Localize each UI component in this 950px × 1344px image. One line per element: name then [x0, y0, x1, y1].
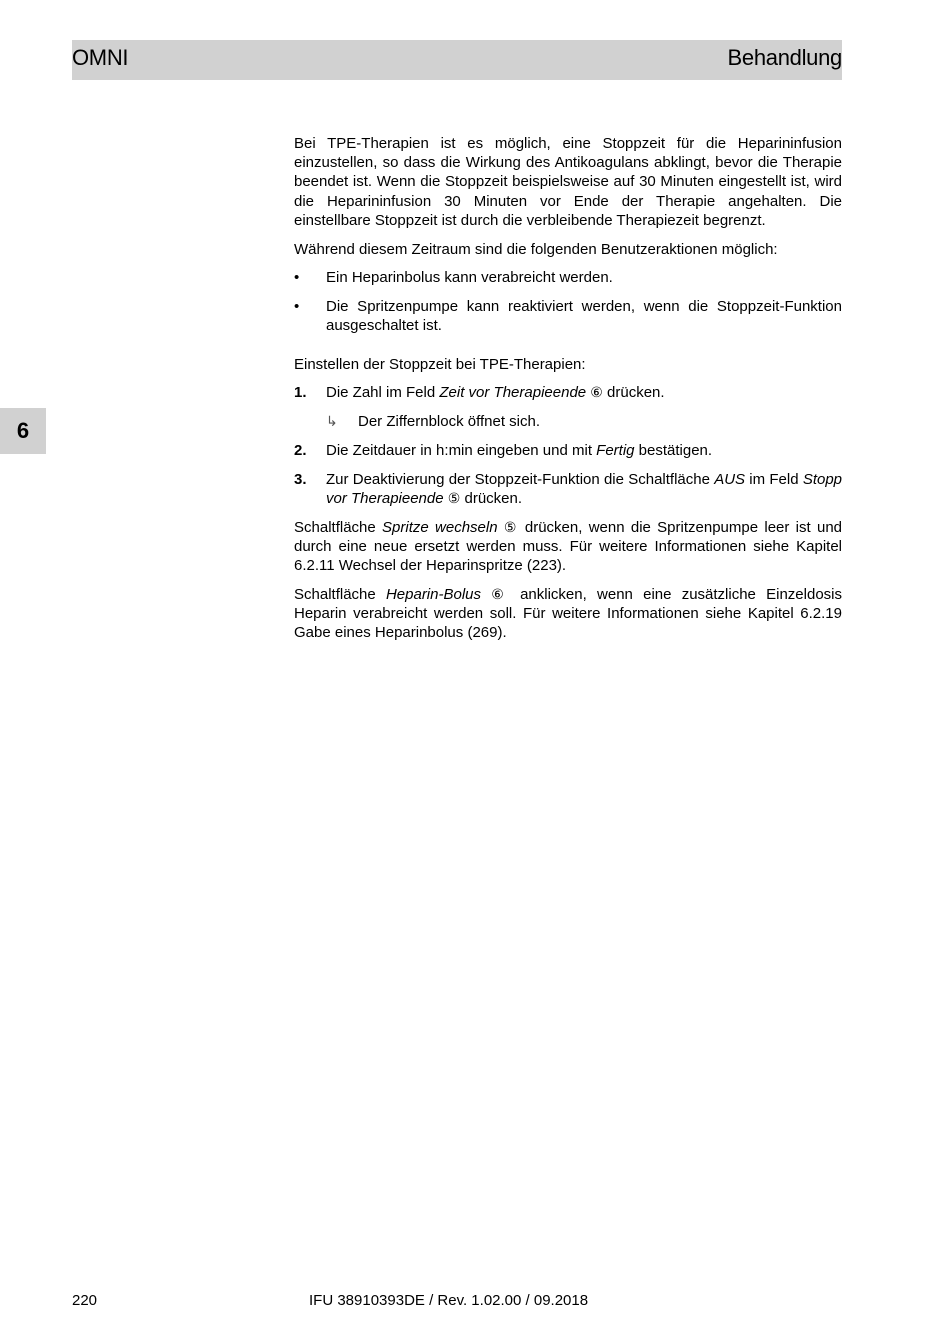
callout-number: ⑥: [590, 384, 603, 401]
step-number: 3.: [294, 470, 307, 488]
callout-number: ⑤: [447, 490, 461, 506]
button-name: AUS: [714, 470, 746, 488]
step-text: Zur Deaktivierung der Stoppzeit-Funktion die Schaltfläche AUS im Feld Stopp vor Therapieende ⑤ drücken.: [326, 470, 843, 507]
result-arrow-icon: ↳: [326, 413, 338, 430]
button-name: Fertig: [596, 442, 635, 459]
field-name: Zeit vor Therapieende: [439, 384, 587, 402]
footer-document-reference: IFU 38910393DE / Rev. 1.02.00 / 09.2018: [309, 1292, 589, 1309]
step-2: [294, 441, 842, 460]
bullet-marker: •: [294, 298, 300, 316]
footer-page-number: 220: [72, 1292, 98, 1309]
chapter-tab: 6: [0, 408, 46, 454]
bullet-text: Die Spritzenpumpe kann reaktiviert werden, wenn die Stoppzeit-Funktion ausgeschaltet ist.: [326, 298, 842, 335]
bullet-item: [294, 268, 842, 287]
callout-number: ⑥: [491, 586, 510, 602]
step-3: [294, 470, 842, 508]
button-name: Spritze wechseln: [382, 518, 498, 536]
header-product-name: OMNI: [72, 45, 129, 70]
bullet-text: Ein Heparinbolus kann verabreicht werden.: [326, 269, 613, 287]
result-text: Der Ziffernblock öffnet sich.: [358, 413, 541, 431]
user-actions-paragraph: Während diesem Zeitraum sind die folgenden Benutzeraktionen möglich:: [294, 240, 778, 258]
bullet-marker: •: [294, 269, 300, 287]
main-content: [294, 134, 842, 652]
syringe-change-paragraph: Schaltfläche Spritze wechseln ⑤ drücken, wenn die Spritzenpumpe leer ist und durch eine neue ersetzt werden muss. Für weitere Informationen siehe Kapitel 6.2.11 Wechsel der Heparinspritze (223).: [294, 518, 843, 575]
step-number: 2.: [294, 442, 307, 459]
bullet-item: [294, 297, 842, 335]
step-1-result: [326, 412, 842, 431]
step-1: [294, 383, 842, 402]
heparin-bolus-paragraph: Schaltfläche Heparin-Bolus ⑥ anklicken, wenn eine zusätzliche Einzeldosis Heparin verabreicht werden soll. Für weitere Informationen siehe Kapitel 6.2.19 Gabe eines Heparinbolus (269).: [294, 586, 842, 642]
step-text: Die Zeitdauer in h:min eingeben und mit Fertig bestätigen.: [326, 442, 713, 459]
field-name: Stopp vor Therapieende: [326, 470, 843, 507]
callout-number: ⑤: [503, 518, 519, 535]
step-number: 1.: [294, 384, 307, 402]
intro-paragraph: Bei TPE-Therapien ist es möglich, eine Stoppzeit für die Heparininfusion einzustellen, so dass die Wirkung des Antikoagulans abklingt, bevor die Therapie beendet ist. Wenn die Stoppzeit beispielsweise auf 30 Minuten eingestellt ist, wird die Heparininfusion 30 Minuten vor Ende der Therapie angehalten. Die einstellbare Stoppzeit ist durch die verbleibende Therapiezeit begrenzt.: [294, 135, 842, 229]
header-section-title: Behandlung: [727, 45, 842, 70]
button-name: Heparin-Bolus: [385, 586, 481, 603]
procedure-heading: Einstellen der Stoppzeit bei TPE-Therapien:: [294, 355, 586, 373]
header-bar: [72, 40, 842, 80]
step-text: Die Zahl im Feld Zeit vor Therapieende ⑥ drücken.: [326, 384, 665, 402]
